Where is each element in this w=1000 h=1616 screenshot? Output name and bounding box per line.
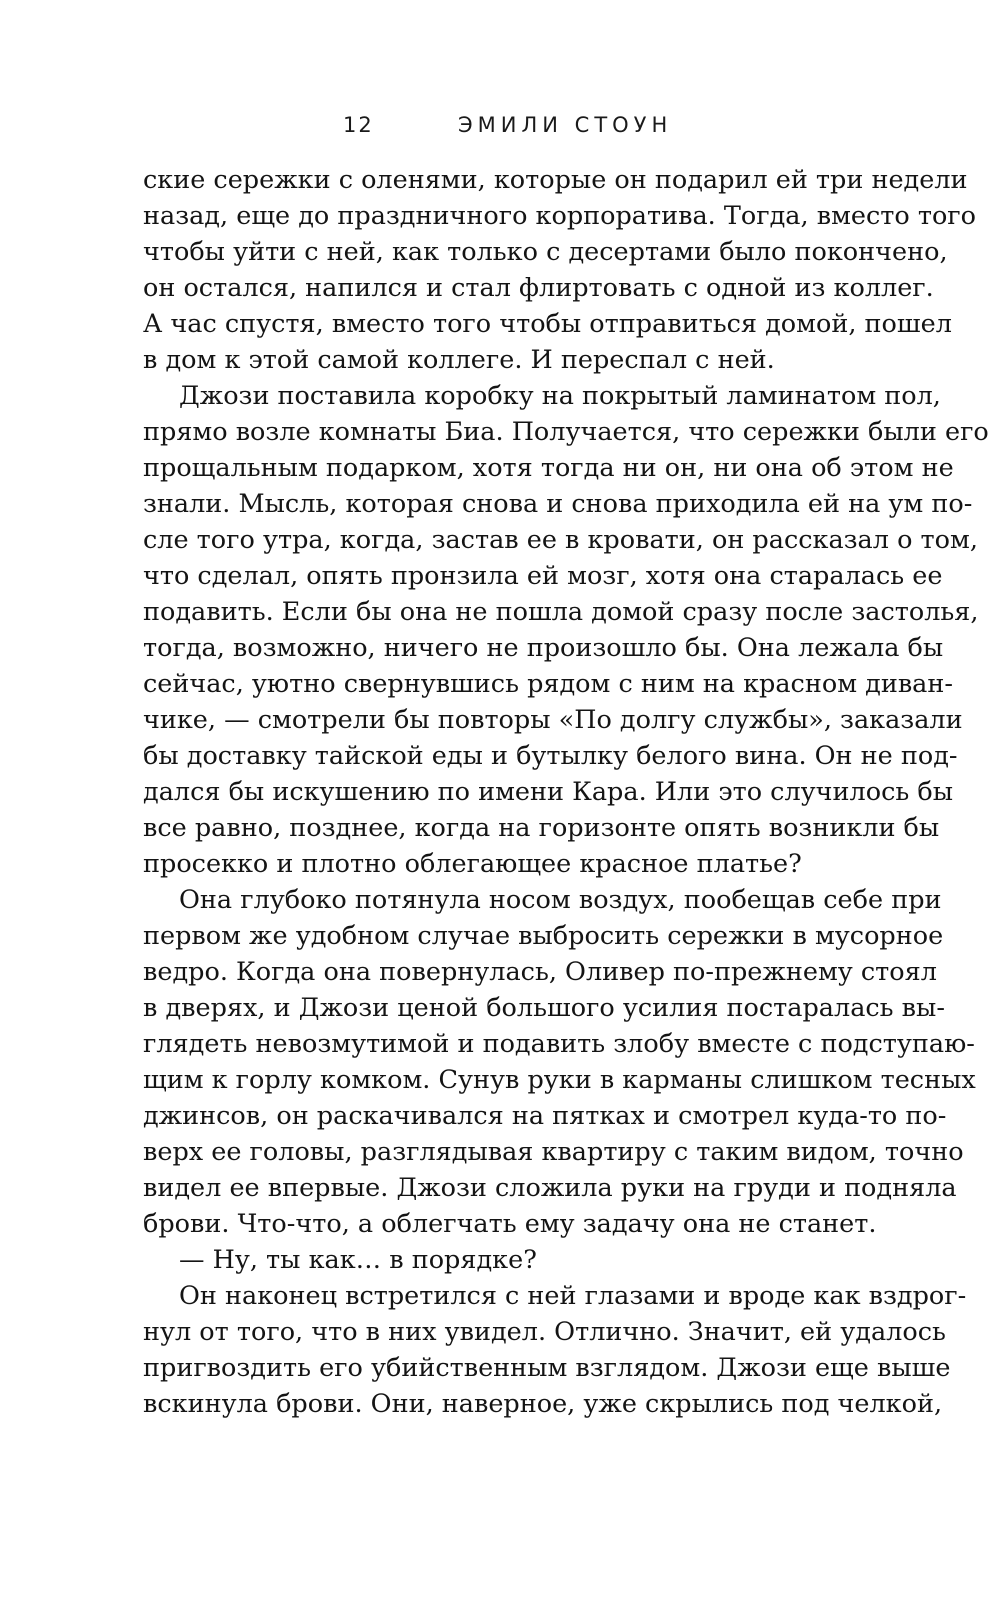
text-line: прямо возле комнаты Биа. Получается, что сережки были его (143, 417, 989, 447)
text-line: чтобы уйти с ней, как только с десертами было покончено, (143, 237, 948, 267)
text-line: брови. Что-что, а облегчать ему задачу она не станет. (143, 1209, 877, 1239)
text-line: бы доставку тайской еды и бутылку белого вина. Он не под- (143, 741, 958, 771)
text-line: — Ну, ты как… в порядке? (179, 1245, 537, 1275)
text-line: первом же удобном случае выбросить сережки в мусорное (143, 921, 944, 951)
text-line: ведро. Когда она повернулась, Оливер по-прежнему стоял (143, 957, 937, 987)
text-line: дался бы искушению по имени Кара. Или это случилось бы (143, 777, 953, 807)
text-line: Он наконец встретился с ней глазами и вроде как вздрог- (179, 1281, 967, 1311)
text-line: глядеть невозмутимой и подавить злобу вместе с подступаю- (143, 1029, 975, 1059)
page-number: 12 (343, 113, 374, 137)
body-text (143, 162, 989, 1422)
text-line: знали. Мысль, которая снова и снова приходила ей на ум по- (143, 489, 973, 519)
text-line: чике, — смотрели бы повторы «По долгу службы», заказали (143, 705, 963, 735)
text-line: пригвоздить его убийственным взглядом. Джози еще выше (143, 1353, 951, 1383)
text-line: джинсов, он раскачивался на пятках и смотрел куда-то по- (143, 1101, 947, 1131)
running-head (0, 113, 1000, 143)
text-line: в дверях, и Джози ценой большого усилия постаралась вы- (143, 993, 945, 1023)
text-line: тогда, возможно, ничего не произошло бы. Она лежала бы (143, 633, 944, 663)
text-line: все равно, позднее, когда на горизонте опять возникли бы (143, 813, 940, 843)
text-line: А час спустя, вместо того чтобы отправиться домой, пошел (143, 309, 952, 339)
text-line: нул от того, что в них увидел. Отлично. Значит, ей удалось (143, 1317, 946, 1347)
text-line: что сделал, опять пронзила ей мозг, хотя она старалась ее (143, 561, 943, 591)
text-line: щим к горлу комком. Сунув руки в карманы слишком тесных (143, 1065, 976, 1095)
text-line: видел ее впервые. Джози сложила руки на груди и подняла (143, 1173, 957, 1203)
text-line: Джози поставила коробку на покрытый ламинатом пол, (179, 381, 941, 411)
text-line: просекко и плотно облегающее красное платье? (143, 849, 802, 879)
text-line: сейчас, уютно свернувшись рядом с ним на красном диван- (143, 669, 953, 699)
text-line: верх ее головы, разглядывая квартиру с таким видом, точно (143, 1137, 964, 1167)
author-name: ЭМИЛИ СТОУН (458, 113, 673, 137)
text-line: в дом к этой самой коллеге. И переспал с ней. (143, 345, 775, 375)
text-line: ские сережки с оленями, которые он подарил ей три недели (143, 165, 968, 195)
text-line: вскинула брови. Они, наверное, уже скрылись под челкой, (143, 1389, 943, 1419)
text-line: сле того утра, когда, застав ее в кровати, он рассказал о том, (143, 525, 978, 555)
text-line: Она глубоко потянула носом воздух, пообещав себе при (179, 885, 942, 915)
text-line: назад, еще до праздничного корпоратива. Тогда, вместо того (143, 201, 977, 231)
text-line: он остался, напился и стал флиртовать с одной из коллег. (143, 273, 934, 303)
text-line: подавить. Если бы она не пошла домой сразу после застолья, (143, 597, 979, 627)
text-line: прощальным подарком, хотя тогда ни он, ни она об этом не (143, 453, 954, 483)
